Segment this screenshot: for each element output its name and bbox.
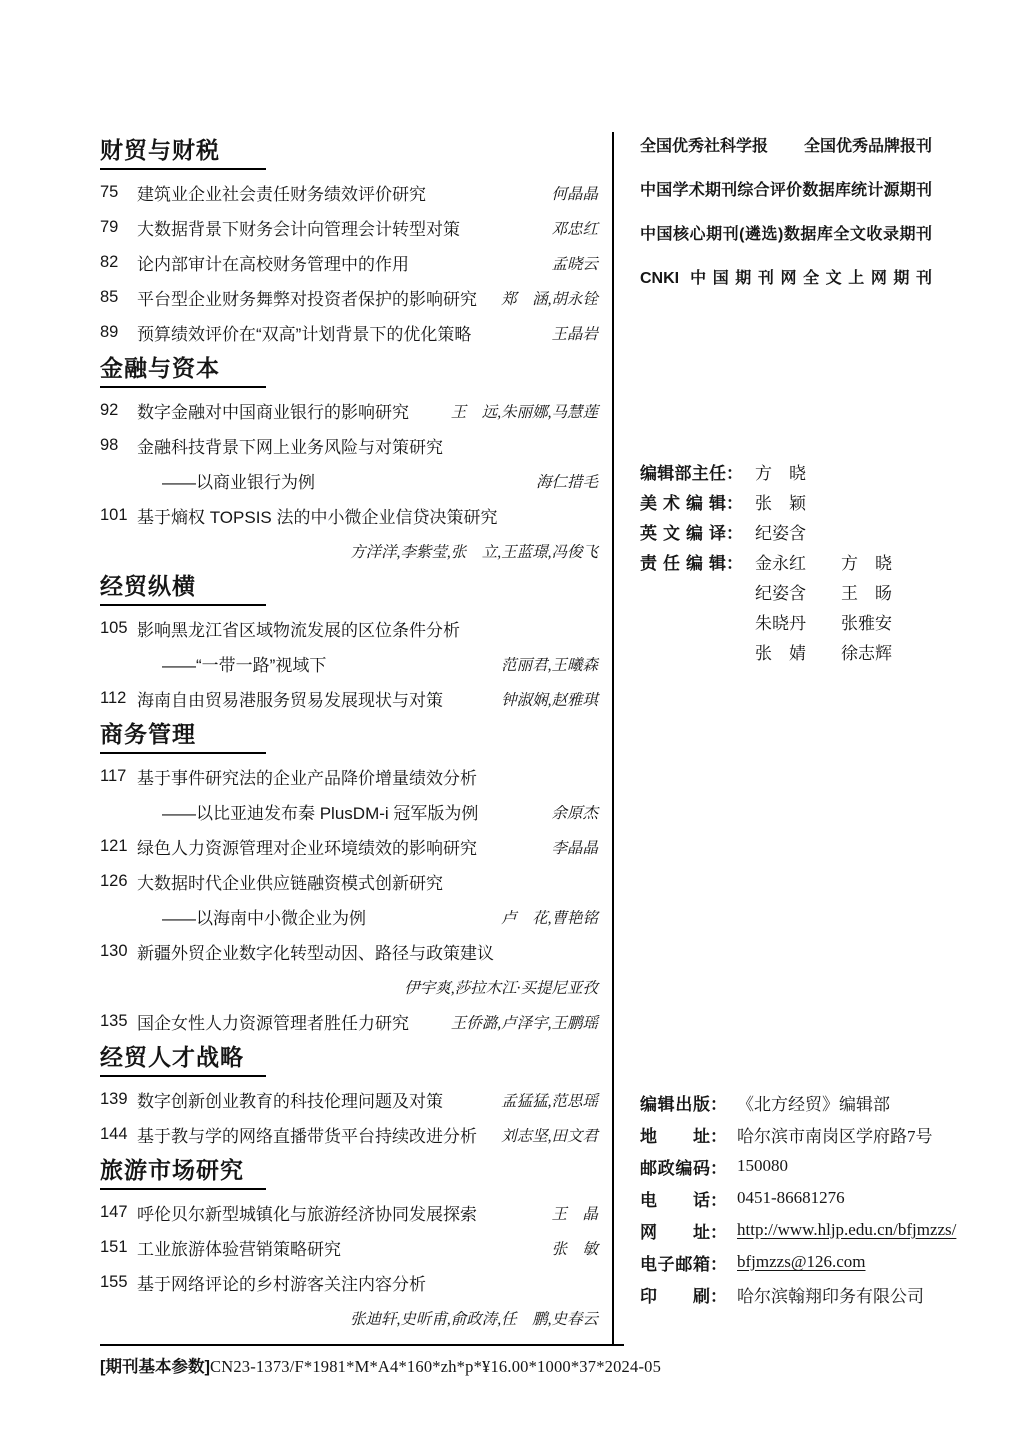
page-number: 85	[100, 288, 119, 306]
page-number: 79	[100, 218, 119, 236]
article-title: 绿色人力资源管理对企业环境绩效的影响研究	[137, 839, 477, 858]
article-title: 大数据时代企业供应链融资模式创新研究	[137, 874, 443, 893]
staff-colon: ：	[726, 493, 743, 513]
pub-label: 印刷	[640, 1286, 710, 1306]
toc-section	[100, 132, 598, 350]
page-number: 126	[100, 872, 128, 890]
accolade-line	[640, 180, 932, 224]
section-title: 旅游市场研究	[100, 1157, 244, 1183]
section-underline	[100, 1075, 266, 1077]
page-number: 147	[100, 1203, 128, 1221]
page-number: 112	[100, 689, 127, 707]
toc-entry	[100, 315, 598, 350]
article-authors: 钟淑娴,赵雅琪	[501, 691, 598, 709]
accolade-text: 全国优秀品牌报刊	[803, 138, 932, 155]
article-authors: 王晶岩	[551, 325, 598, 343]
toc-section	[100, 568, 598, 716]
toc-entry-subtitle-row	[100, 794, 598, 829]
article-title: 数字金融对中国商业银行的影响研究	[137, 403, 409, 422]
article-title: 影响黑龙江省区域物流发展的区位条件分析	[137, 621, 460, 640]
staff-colon: ：	[726, 553, 743, 573]
accolade-line	[640, 224, 932, 268]
toc-entry	[100, 864, 598, 899]
article-title: 基于事件研究法的企业产品降价增量绩效分析	[137, 769, 477, 788]
toc-section	[100, 1152, 598, 1335]
toc-section	[100, 1039, 598, 1152]
toc-column	[100, 132, 614, 1344]
pub-colon: ：	[710, 1158, 727, 1178]
toc-entry-authors-row	[100, 1300, 598, 1335]
staff-row	[640, 516, 960, 546]
pub-value: 0451-86681276	[737, 1188, 845, 1207]
article-title: 预算绩效评价在“双高”计划背景下的优化策略	[137, 325, 472, 344]
article-title: 金融科技背景下网上业务风险与对策研究	[137, 438, 443, 457]
section-title: 商务管理	[100, 721, 196, 747]
staff-role-label: 责任编辑	[640, 553, 726, 573]
toc-entry	[100, 393, 598, 428]
article-authors: 海仁措毛	[535, 473, 598, 491]
toc-entry	[100, 280, 598, 315]
pub-value: 哈尔滨翰翔印务有限公司	[737, 1286, 924, 1306]
staff-name: 朱晓丹	[755, 613, 806, 633]
accolade-text: 中国核心期刊(遴选)数据库全文收录期刊	[640, 226, 932, 243]
section-title: 金融与资本	[100, 355, 220, 381]
section-underline	[100, 168, 266, 170]
staff-name: 纪姿含	[755, 523, 806, 543]
article-authors: 邓忠红	[551, 220, 598, 238]
article-authors: 郑 涵,胡永铨	[501, 290, 598, 308]
pub-label: 电话	[640, 1190, 710, 1210]
article-title: 国企女性人力资源管理者胜任力研究	[137, 1014, 409, 1033]
staff-role-label: 编辑部主任	[640, 463, 726, 483]
staff-name: 金永红	[755, 553, 806, 573]
page-number: 92	[100, 401, 119, 419]
journal-parameters-value: CN23-1373/F*1981*M*A4*160*zh*p*¥16.00*1000*37*2024-05	[210, 1357, 662, 1376]
article-authors: 伊宇爽,莎拉木江·买提尼亚孜	[404, 979, 598, 997]
article-subtitle: ——以商业银行为例	[162, 473, 315, 492]
article-subtitle: ——以比亚迪发布秦 PlusDM-i 冠军版为例	[162, 804, 479, 823]
pub-colon: ：	[710, 1254, 727, 1274]
pub-value: bfjmzzs@126.com	[737, 1252, 866, 1271]
toc-entry	[100, 175, 598, 210]
pub-row	[640, 1086, 980, 1118]
toc-section	[100, 350, 598, 568]
pub-label: 地址	[640, 1126, 710, 1146]
publication-info	[640, 1086, 980, 1310]
article-authors: 方洋洋,李紫莹,张 立,王蓝璟,冯俊飞	[349, 543, 598, 561]
article-title: 工业旅游体验营销策略研究	[137, 1240, 341, 1259]
staff-name: 张 颖	[755, 493, 806, 513]
page-number: 101	[100, 506, 128, 524]
pub-row	[640, 1182, 980, 1214]
section-title: 经贸纵横	[100, 573, 196, 599]
article-title: 基于教与学的网络直播带货平台持续改进分析	[137, 1127, 477, 1146]
article-title: 数字创新创业教育的科技伦理问题及对策	[137, 1092, 443, 1111]
staff-name: 方 晓	[755, 463, 806, 483]
toc-entry	[100, 759, 598, 794]
staff-name: 徐志辉	[841, 643, 892, 663]
toc-entry	[100, 829, 598, 864]
page-number: 82	[100, 253, 119, 271]
accolade-text: CNKI 中国期刊网全文上网期刊	[640, 270, 932, 287]
staff-name: 王 旸	[841, 583, 892, 603]
toc-entry	[100, 1117, 598, 1152]
page-number: 135	[100, 1012, 128, 1030]
page-number: 155	[100, 1273, 128, 1291]
staff-row	[640, 546, 960, 576]
pub-colon: ：	[710, 1126, 727, 1146]
accolade-line	[640, 268, 932, 312]
toc-entry-subtitle-row	[100, 646, 598, 681]
section-title: 财贸与财税	[100, 137, 220, 163]
page-number: 121	[100, 837, 128, 855]
article-title: 基于网络评论的乡村游客关注内容分析	[137, 1275, 426, 1294]
page-number: 105	[100, 619, 128, 637]
accolades	[640, 136, 932, 312]
toc-entry-subtitle-row	[100, 899, 598, 934]
article-title: 平台型企业财务舞弊对投资者保护的影响研究	[137, 290, 477, 309]
pub-label: 邮政编码	[640, 1158, 710, 1178]
article-authors: 张迪轩,史昕甫,俞政涛,任 鹏,史春云	[349, 1310, 598, 1328]
article-title: 呼伦贝尔新型城镇化与旅游经济协同发展探索	[137, 1205, 477, 1224]
accolade-text: 中国学术期刊综合评价数据库统计源期刊	[640, 182, 932, 199]
page-number: 117	[100, 767, 127, 785]
pub-colon: ：	[710, 1222, 727, 1242]
page-number: 98	[100, 436, 119, 454]
pub-row	[640, 1150, 980, 1182]
accolade-line	[640, 136, 932, 180]
staff-colon: ：	[726, 523, 743, 543]
toc-entry	[100, 934, 598, 969]
article-title: 基于熵权 TOPSIS 法的中小微企业信贷决策研究	[137, 508, 498, 527]
toc-entry-authors-row	[100, 969, 598, 1004]
pub-label: 电子邮箱	[640, 1254, 710, 1274]
staff-name: 纪姿含	[755, 583, 806, 603]
toc-section	[100, 716, 598, 1039]
toc-entry	[100, 428, 598, 463]
page-number: 130	[100, 942, 128, 960]
article-authors: 王 远,朱丽娜,马慧莲	[450, 403, 598, 421]
staff-name: 方 晓	[841, 553, 892, 573]
article-title: 海南自由贸易港服务贸易发展现状与对策	[137, 691, 443, 710]
toc-entry-subtitle-row	[100, 463, 598, 498]
article-authors: 何晶晶	[551, 185, 598, 203]
footer-divider-line	[100, 1344, 624, 1346]
section-underline	[100, 386, 266, 388]
staff-row	[640, 486, 960, 516]
staff-row	[640, 456, 960, 486]
article-subtitle: ——“一带一路”视域下	[162, 656, 327, 675]
toc-entry	[100, 498, 598, 533]
toc-entry	[100, 210, 598, 245]
pub-colon: ：	[710, 1094, 727, 1114]
staff-role-label: 美术编辑	[640, 493, 726, 513]
toc-sections	[100, 132, 598, 1335]
page-number: 139	[100, 1090, 128, 1108]
article-authors: 孟猛猛,范思瑶	[501, 1092, 598, 1110]
toc-entry-authors-row	[100, 533, 598, 568]
pub-label: 编辑出版	[640, 1094, 710, 1114]
toc-entry	[100, 1195, 598, 1230]
pub-colon: ：	[710, 1190, 727, 1210]
toc-entry	[100, 245, 598, 280]
pub-row	[640, 1118, 980, 1150]
article-subtitle: ——以海南中小微企业为例	[162, 909, 366, 928]
page-number: 151	[100, 1238, 128, 1256]
staff-role-label: 英文编译	[640, 523, 726, 543]
article-authors: 王侨潞,卢泽宇,王鹏瑶	[450, 1014, 598, 1032]
page-number: 89	[100, 323, 119, 341]
pub-row	[640, 1246, 980, 1278]
staff-colon: ：	[726, 463, 743, 483]
toc-entry	[100, 1004, 598, 1039]
pub-value: 哈尔滨市南岗区学府路7号	[737, 1126, 933, 1146]
section-title: 经贸人才战略	[100, 1044, 244, 1070]
article-authors: 余原杰	[551, 804, 598, 822]
article-authors: 卢 花,曹艳铭	[501, 909, 598, 927]
staff-row	[640, 636, 960, 666]
toc-entry	[100, 681, 598, 716]
article-authors: 刘志坚,田文君	[501, 1127, 598, 1145]
article-title: 论内部审计在高校财务管理中的作用	[137, 255, 409, 274]
pub-value: http://www.hljp.edu.cn/bfjmzzs/	[737, 1220, 957, 1239]
section-underline	[100, 604, 266, 606]
toc-entry	[100, 1230, 598, 1265]
pub-value: 《北方经贸》编辑部	[737, 1094, 890, 1114]
journal-parameters	[100, 1353, 661, 1377]
toc-entry	[100, 1082, 598, 1117]
toc-entry	[100, 611, 598, 646]
staff-name: 张 婧	[755, 643, 806, 663]
article-title: 新疆外贸企业数字化转型动因、路径与政策建议	[137, 944, 494, 963]
page-number: 75	[100, 183, 119, 201]
pub-label: 网址	[640, 1222, 710, 1242]
pub-colon: ：	[710, 1286, 727, 1306]
section-underline	[100, 752, 266, 754]
accolade-text: 全国优秀社科学报	[640, 138, 769, 155]
page-number: 144	[100, 1125, 128, 1143]
toc-entry	[100, 1265, 598, 1300]
staff-row	[640, 576, 960, 606]
section-underline	[100, 1188, 266, 1190]
pub-row	[640, 1278, 980, 1310]
article-authors: 范丽君,王曦森	[501, 656, 598, 674]
staff-row	[640, 606, 960, 636]
editorial-staff	[640, 456, 960, 666]
article-title: 建筑业企业社会责任财务绩效评价研究	[137, 185, 426, 204]
pub-value: 150080	[737, 1156, 788, 1175]
article-authors: 张 敏	[551, 1240, 598, 1258]
staff-name: 张雅安	[841, 613, 892, 633]
article-authors: 王 晶	[551, 1205, 598, 1223]
pub-row	[640, 1214, 980, 1246]
article-authors: 李晶晶	[551, 839, 598, 857]
journal-parameters-label: [期刊基本参数]	[100, 1358, 210, 1376]
article-authors: 孟晓云	[551, 255, 598, 273]
article-title: 大数据背景下财务会计向管理会计转型对策	[137, 220, 460, 239]
